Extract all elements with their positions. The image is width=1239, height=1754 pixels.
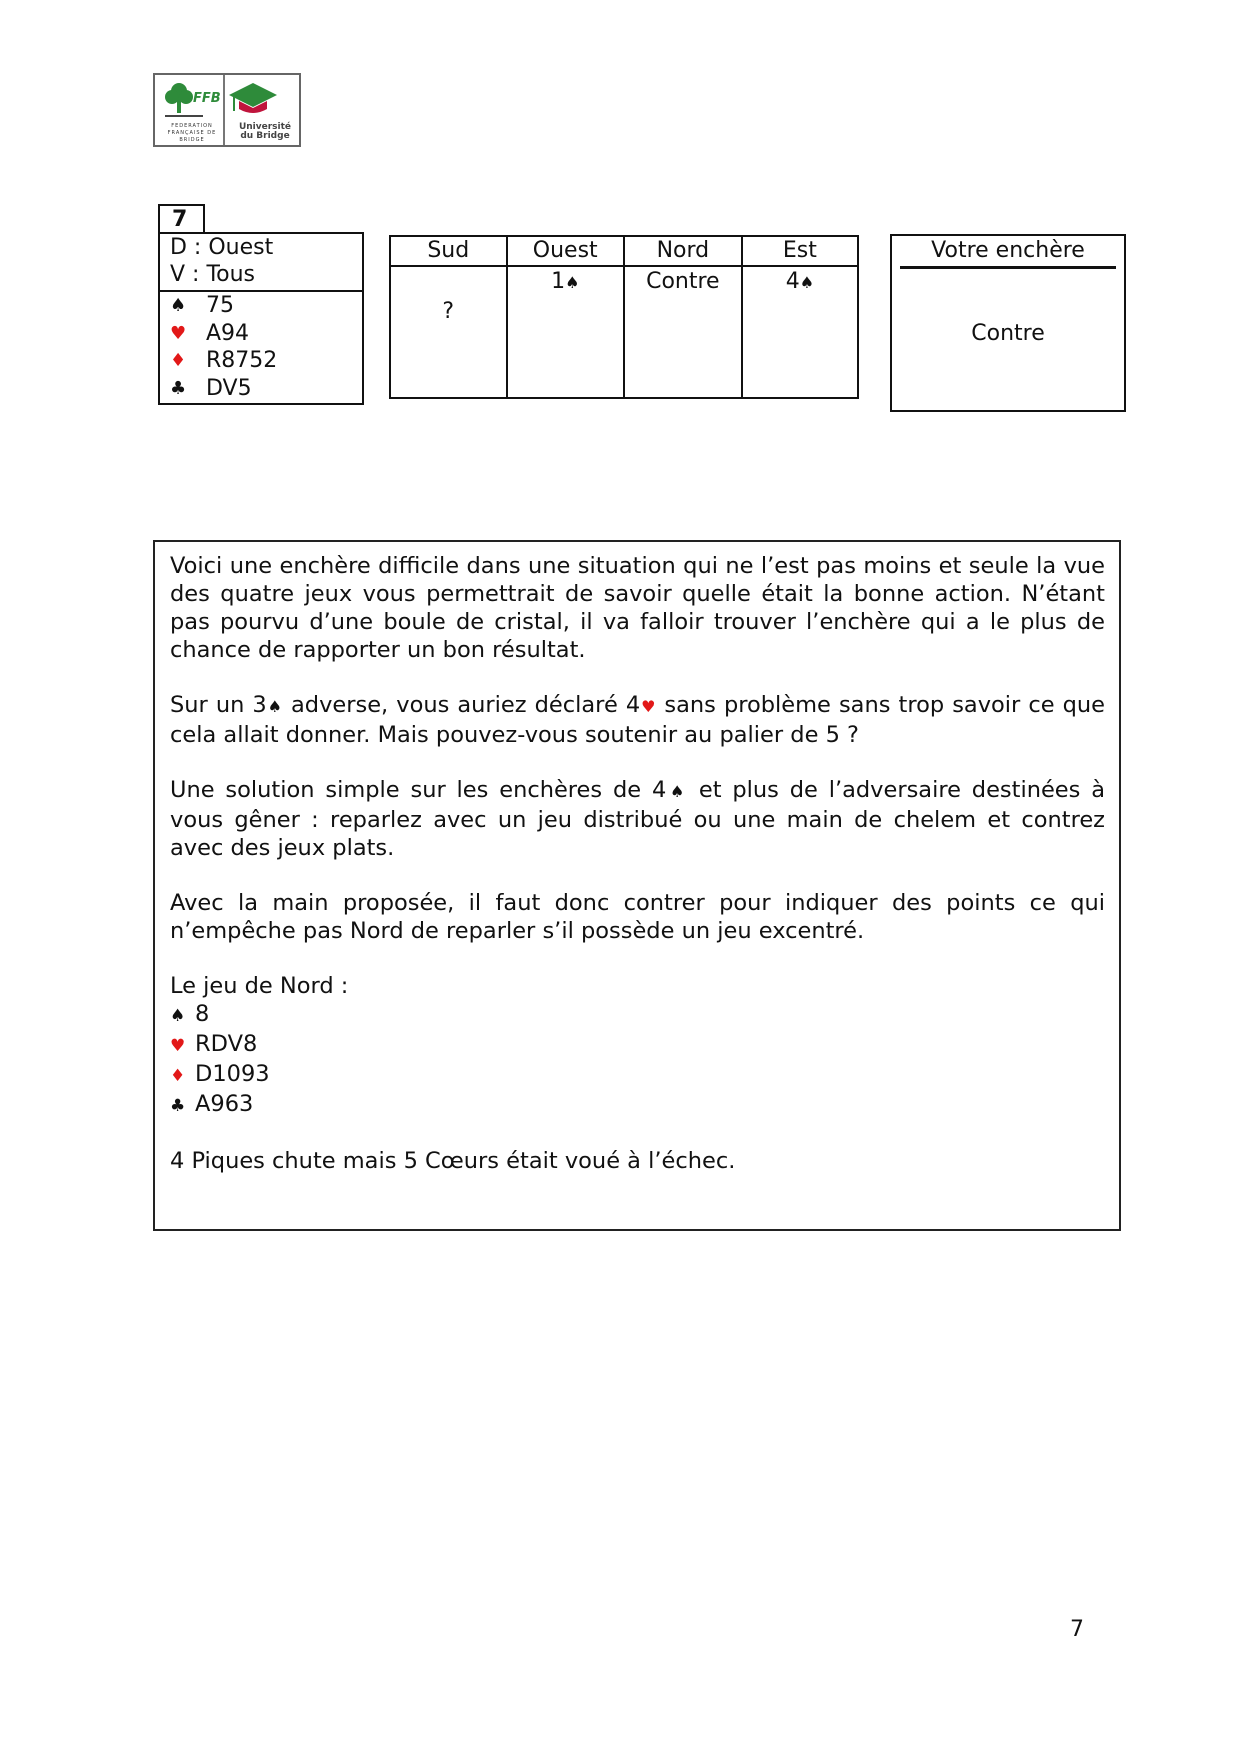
hand-row-diamonds [170,347,362,375]
bid-nord: Contre [624,266,742,398]
hand-cards: A94 [206,320,250,346]
bid-sud-value: ? [442,299,455,324]
north-hand-block [170,972,1105,1120]
club-icon: ♣ [170,1096,186,1116]
universite-caption: Université du Bridge [238,122,292,141]
north-row-spades: ♠ 8 [170,1000,1105,1030]
diamond-icon: ♦ [170,1066,186,1086]
commentary-box [153,540,1121,1231]
spade-icon: ♠ [170,295,187,316]
diamond-icon: ♦ [170,350,187,371]
bid-level: 1 [551,269,566,294]
north-row-hearts: ♥ RDV8 [170,1030,1105,1060]
bid-ouest [507,266,624,398]
header-est: Est [742,236,858,266]
bidding-table [389,235,859,399]
mortarboard-icon [227,79,299,119]
deal-box [158,232,364,405]
hand-cards: DV5 [206,375,252,401]
north-hand-title: Le jeu de Nord : [170,973,349,999]
answer-divider [900,266,1116,269]
vulnerability: V : Tous [170,262,256,287]
heart-icon: ♥ [170,1036,186,1056]
bid-sud [390,266,507,398]
bid-level: 4 [785,269,800,294]
north-row-clubs: ♣ A963 [170,1090,1105,1120]
dealer: D : Ouest [170,235,274,260]
deal-number: 7 [158,204,205,233]
spade-icon: ♠ [170,1006,186,1026]
spade-icon: ♠ [799,273,815,292]
heart-icon: ♥ [170,322,187,344]
answer-value: Contre [971,321,1045,346]
header-ouest: Ouest [507,236,624,266]
page-number: 7 [1070,1617,1084,1642]
commentary-paragraph-3: Une solution simple sur les enchères de 4♠ et plus de l’adversaire destinées à vous gêner : reparlez avec un jeu distribué ou une main de chelem et contrez avec des jeux plats. [170,777,1106,861]
north-row-diamonds: ♦ D1093 [170,1060,1105,1090]
commentary-paragraph-2: Sur un 3♠ adverse, vous auriez déclaré 4♥ sans problème sans trop savoir ce que cela allait donner. Mais pouvez-vous soutenir au palier de 5 ? [170,692,1106,748]
hand-row-clubs [170,375,362,403]
south-hand [160,292,362,402]
bid-est [742,266,858,398]
header-sud: Sud [390,236,507,266]
spade-icon: ♠ [666,782,688,801]
commentary-conclusion: 4 Piques chute mais 5 Cœurs était voué à l’échec. [170,1148,736,1174]
header-nord: Nord [624,236,742,266]
hand-cards: R8752 [206,348,278,373]
ffb-logo [163,79,221,143]
answer-box [890,234,1126,412]
heart-icon: ♥ [640,697,657,716]
answer-title: Votre enchère [931,238,1085,263]
hand-cards: 75 [206,293,234,318]
ffb-universite-logo [153,73,301,147]
hand-row-spades [170,292,362,320]
ffb-mark: FFB [193,91,221,106]
universite-logo [227,79,299,143]
commentary-paragraph-4: Avec la main proposée, il faut donc contrer pour indiquer des points ce qui n’empêche pas Nord de reparler s’il possède un jeu excentré. [170,890,1105,944]
club-icon: ♣ [170,377,187,399]
spade-icon: ♠ [266,697,283,716]
hand-row-hearts [170,320,362,348]
ffb-caption: FEDERATION FRANÇAISE DE BRIDGE [167,123,217,143]
commentary-paragraph-1: Voici une enchère difficile dans une situation qui ne l’est pas moins et seule la vue des quatre jeux vous permettrait de savoir quelle était la bonne action. N’étant pas pourvu d’une boule de cristal, il va falloir trouver l’enchère qui a le plus de chance de rapporter un bon résultat. [170,553,1105,663]
spade-icon: ♠ [565,273,580,292]
